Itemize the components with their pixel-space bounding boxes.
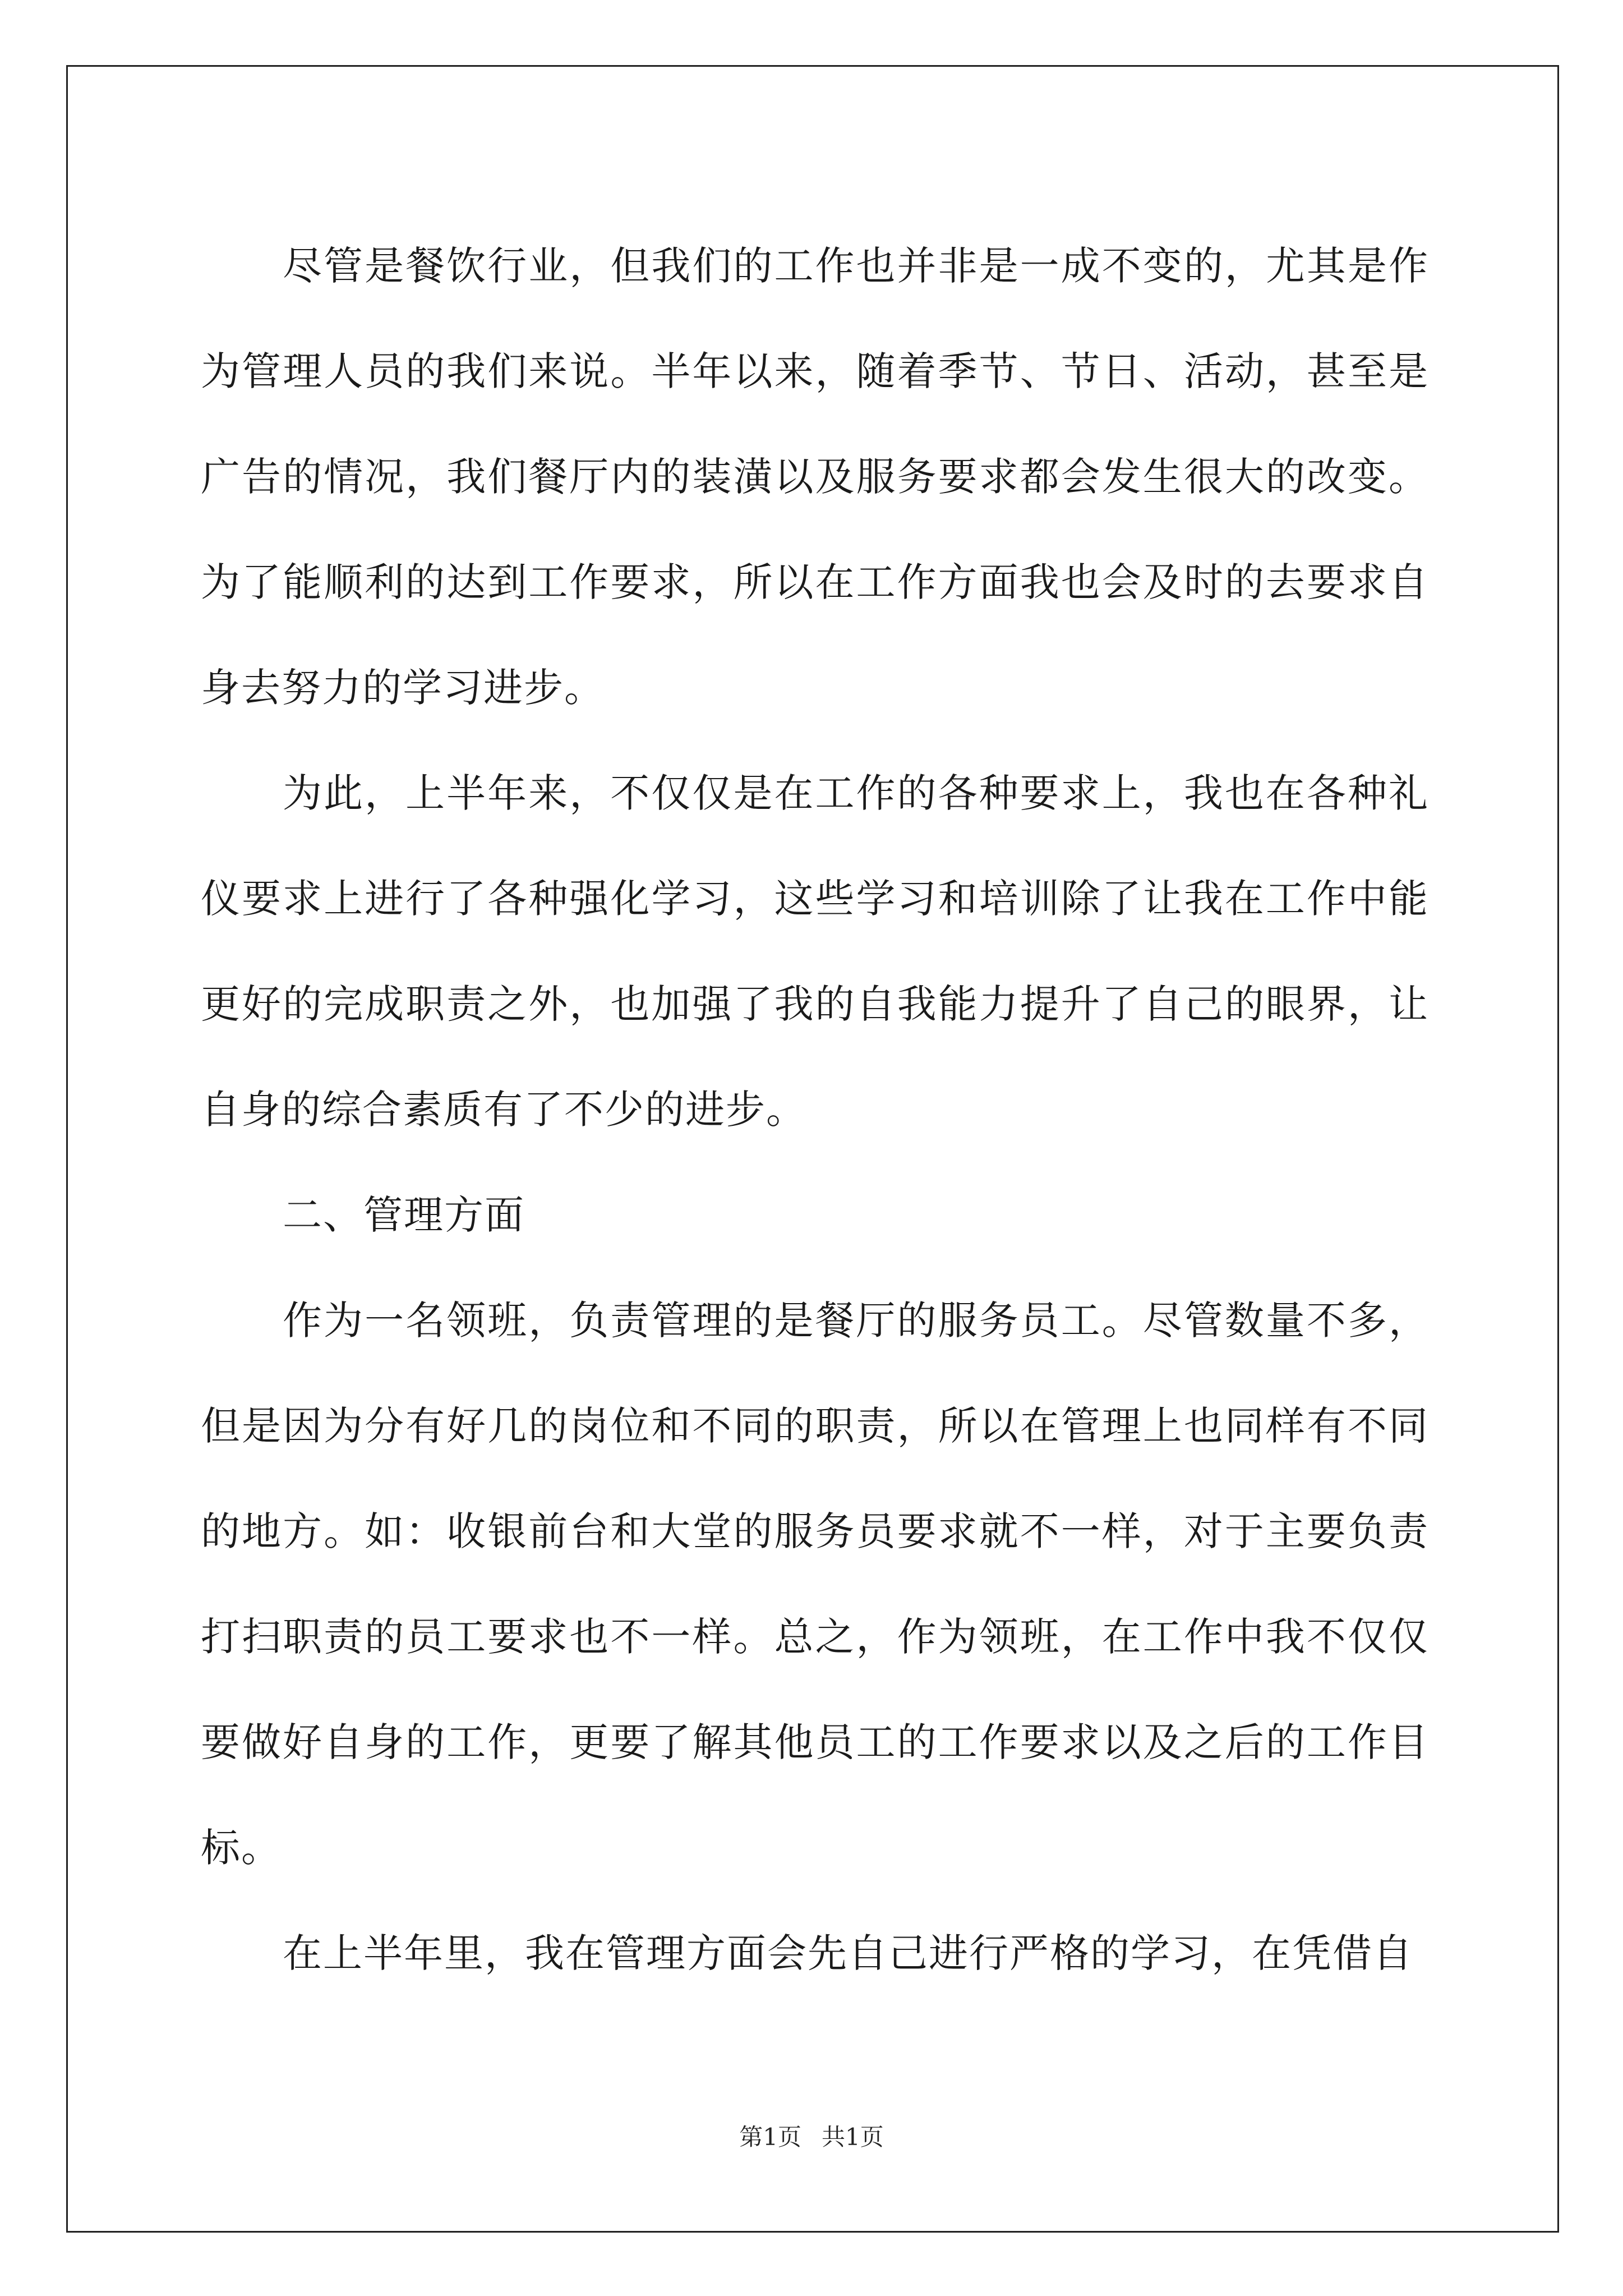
paragraph-3: 作为一名领班，负责管理的是餐厅的服务员工。尽管数量不多，但是因为分有好几的岗位和不同的职责，所以在管理上也同样有不同的地方。如：收银前台和大堂的服务员要求就不一样，对于主要负责打扫职责的员工要求也不一样。总之，作为领班，在工作中我不仅仅要做好自身的工作，更要了解其他员工的工作要求以及之后的工作目标。	[201, 1297, 1429, 1871]
page-number: 第1页	[739, 2123, 801, 2151]
page-total: 共1页	[822, 2123, 884, 2151]
paragraph-1: 尽管是餐饮行业，但我们的工作也并非是一成不变的，尤其是作为管理人员的我们来说。半年以来，随着季节、节日、活动，甚至是广告的情况，我们餐厅内的装潢以及服务要求都会发生很大的改变。为了能顺利的达到工作要求，所以在工作方面我也会及时的去要求自身去努力的学习进步。	[201, 243, 1429, 711]
page-footer	[0, 2120, 1623, 2154]
document-body	[201, 213, 1429, 2006]
section-heading: 二、管理方面	[283, 1192, 525, 1238]
paragraph-2: 为此，上半年来，不仅仅是在工作的各种要求上，我也在各种礼仪要求上进行了各种强化学习，这些学习和培训除了让我在工作中能更好的完成职责之外，也加强了我的自我能力提升了自己的眼界，让自身的综合素质有了不少的进步。	[201, 770, 1429, 1133]
paragraph-4: 在上半年里，我在管理方面会先自己进行严格的学习，在凭借自	[283, 1930, 1413, 1976]
